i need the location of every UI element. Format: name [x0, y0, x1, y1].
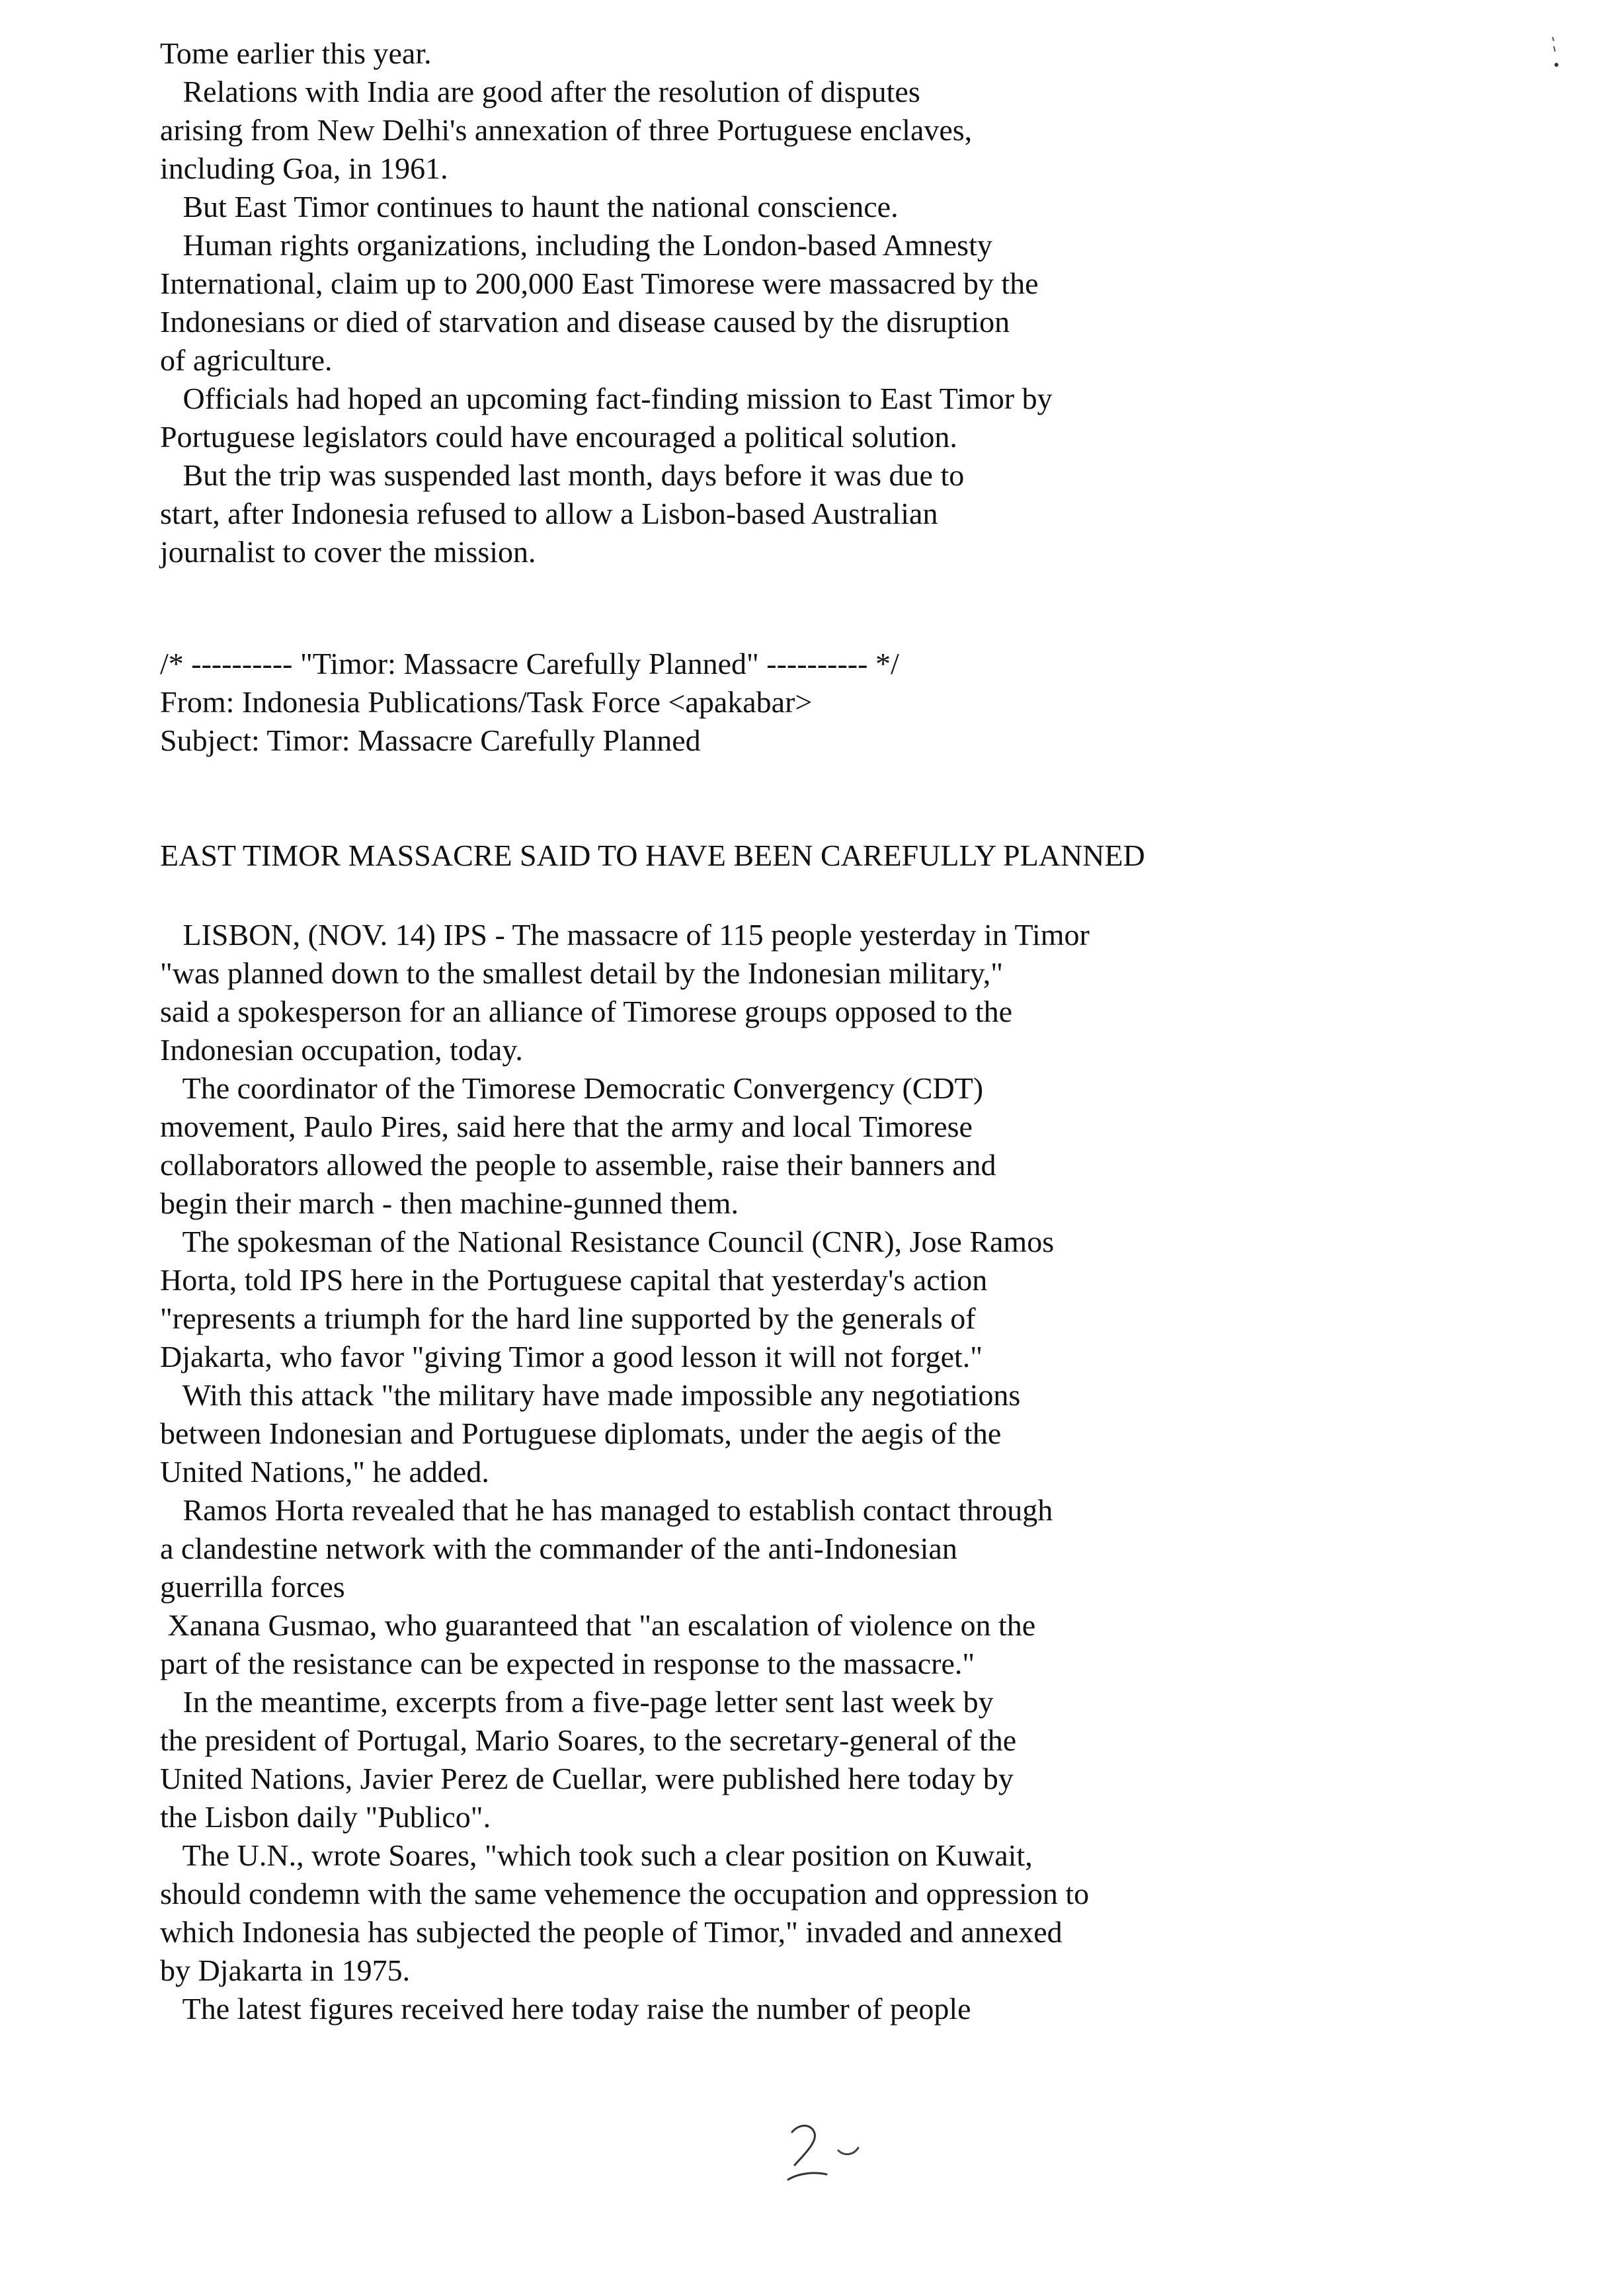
from-line: From: Indonesia Publications/Task Force <apakabar>	[160, 685, 813, 719]
text-line: The U.N., wrote Soares, "which took such a clear position on Kuwait,	[160, 1838, 1033, 1872]
text-line: "was planned down to the smallest detail by the Indonesian military,"	[160, 956, 1004, 990]
text-line: In the meantime, excerpts from a five-page letter sent last week by	[160, 1685, 994, 1719]
text-line: guerrilla forces	[160, 1570, 345, 1604]
text-line: International, claim up to 200,000 East Timorese were massacred by the	[160, 266, 1039, 300]
text-line: Indonesians or died of starvation and disease caused by the disruption	[160, 305, 1010, 339]
text-line: Horta, told IPS here in the Portuguese capital that yesterday's action	[160, 1263, 988, 1297]
text-line: journalist to cover the mission.	[160, 535, 536, 569]
text-line: by Djakarta in 1975.	[160, 1953, 411, 1987]
text-line: United Nations, Javier Perez de Cuellar, were published here today by	[160, 1762, 1014, 1795]
text-line: Human rights organizations, including the London-based Amnesty	[160, 228, 992, 262]
text-line: should condemn with the same vehemence the occupation and oppression to	[160, 1877, 1090, 1910]
text-line: Djakarta, who favor "giving Timor a good lesson it will not forget."	[160, 1340, 983, 1374]
text-line: Tome earlier this year.	[160, 36, 432, 70]
text-line: Xanana Gusmao, who guaranteed that "an escalation of violence on the	[160, 1608, 1036, 1642]
subject-line: Subject: Timor: Massacre Carefully Planned	[160, 723, 701, 757]
text-line: including Goa, in 1961.	[160, 151, 448, 185]
text-line: The coordinator of the Timorese Democratic Convergency (CDT)	[160, 1071, 984, 1105]
text-line: the president of Portugal, Mario Soares, to the secretary-general of the	[160, 1723, 1017, 1757]
text-line: United Nations," he added.	[160, 1455, 489, 1489]
text-line: The latest figures received here today raise the number of people	[160, 1992, 971, 2026]
article-headline: EAST TIMOR MASSACRE SAID TO HAVE BEEN CAREFULLY PLANNED	[160, 839, 1145, 872]
text-line: Officials had hoped an upcoming fact-finding mission to East Timor by	[160, 382, 1053, 415]
corner-specks	[1547, 33, 1567, 79]
text-line: part of the resistance can be expected in response to the massacre."	[160, 1647, 975, 1680]
text-line: arising from New Delhi's annexation of three Portuguese enclaves,	[160, 113, 973, 147]
handwritten-page-number-mark	[780, 2116, 873, 2189]
text-line: said a spokesperson for an alliance of Timorese groups opposed to the	[160, 995, 1013, 1028]
message-separator: /* ---------- "Timor: Massacre Carefully Planned" ---------- */	[160, 647, 899, 680]
text-line: Indonesian occupation, today.	[160, 1033, 523, 1067]
text-line: between Indonesian and Portuguese diplomats, under the aegis of the	[160, 1416, 1002, 1450]
text-line: But East Timor continues to haunt the national conscience.	[160, 190, 899, 224]
text-line: collaborators allowed the people to assemble, raise their banners and	[160, 1148, 996, 1182]
text-line: which Indonesia has subjected the people of Timor," invaded and annexed	[160, 1915, 1063, 1949]
text-line: a clandestine network with the commander of the anti-Indonesian	[160, 1532, 957, 1565]
text-line: With this attack "the military have made impossible any negotiations	[160, 1378, 1021, 1412]
text-line: start, after Indonesia refused to allow a Lisbon-based Australian	[160, 497, 938, 530]
text-line: "represents a triumph for the hard line supported by the generals of	[160, 1301, 976, 1335]
text-line: LISBON, (NOV. 14) IPS - The massacre of 115 people yesterday in Timor	[160, 918, 1090, 952]
text-line: movement, Paulo Pires, said here that the army and local Timorese	[160, 1110, 973, 1143]
text-line: Portuguese legislators could have encouraged a political solution.	[160, 420, 957, 454]
text-line: But the trip was suspended last month, days before it was due to	[160, 458, 965, 492]
text-line: of agriculture.	[160, 343, 333, 377]
text-line: begin their march - then machine-gunned them.	[160, 1186, 739, 1220]
text-line: Ramos Horta revealed that he has managed to establish contact through	[160, 1493, 1053, 1527]
text-line: Relations with India are good after the resolution of disputes	[160, 75, 920, 108]
text-line: the Lisbon daily "Publico".	[160, 1800, 491, 1834]
text-line: The spokesman of the National Resistance Council (CNR), Jose Ramos	[160, 1225, 1055, 1258]
